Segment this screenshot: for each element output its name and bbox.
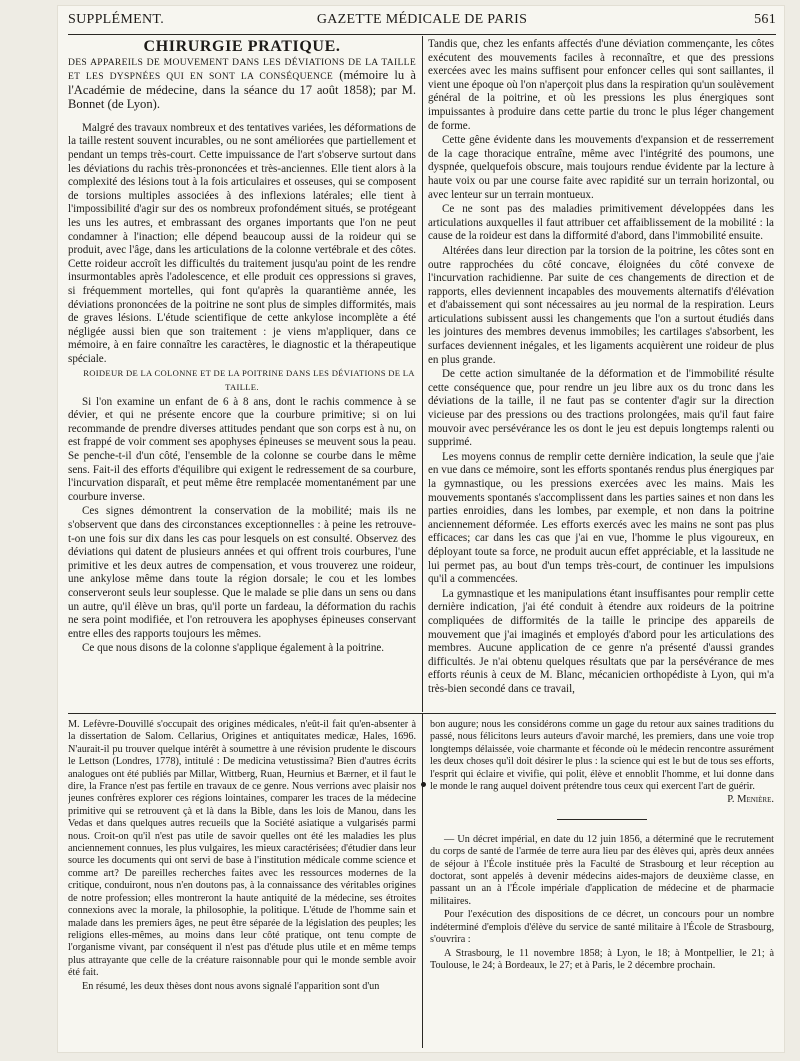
review-signature: P. Menière. bbox=[727, 794, 774, 806]
review-right-column bbox=[430, 719, 774, 1047]
decree-text: — Un décret impérial, en date du 12 juin 1856, a déterminé que le recrutement du corps de santé de l'armée de terre aura lieu par des élèves qui, après deux années de séjour à l'École instituée près la Faculté de Strasbourg et leur réception au doctorat, sont appelés à devenir médecins aides-majors de deuxième classe, en passant un an à l'École impériale d'application de médecine et de pharmacie militaires. bbox=[430, 833, 774, 907]
right-paragraph: Cette gêne évidente dans les mouvements d'expansion et de resserrement de la cage thoracique entraîne, même avec l'intégrité des poumons, une dyspnée, quelquefois obscure, mais toujours rendue évidente par la lecture à haute voix ou par une course faite avec rapidité sur un terrain horizontal, ou avec lenteur sur un terrain montueux. bbox=[428, 134, 774, 201]
bullet-mark bbox=[421, 782, 426, 787]
header-supplement: SUPPLÉMENT. bbox=[68, 12, 164, 27]
left-paragraph: Ces signes démontrent la conservation de la mobilité; mais ils ne s'observent que dans des circonstances exceptionnelles : à peine les retrouve-t-on une fois sur dix dans les cas pour lesquels on est consulté. Observez des déviations qui datent de plusieurs années et qui offrent trois courbures, l'une primitive et les deux autres de compensation, et vous trouverez une roideur, une ankylose même dans toute la région dorsale; le cou et les lombes conserveront seuls leur souplesse. Que le malade se plie dans un sens ou dans un autre, qu'il élève un bras, qu'il porte un fardeau, la déformation du rachis ne sera point modifiée, et l'on retrouvera les apophyses épineuses conservant entre elles des rapports toujours les mêmes. bbox=[68, 505, 416, 640]
right-paragraph: Les moyens connus de remplir cette dernière indication, la seule que j'aie en vue dans ce mémoire, sont les efforts spontanés rendus plus énergiques par la gymnastique, ou les pressions exercées avec les mains. Mais les mouvements spontanés s'accomplissent dans les parties saines et non dans les parties enroidies, dans les lombes, par exemple, et non dans la poitrine anciennement déformée. Les efforts exercés avec les mains ne sont pas plus efficaces; car dans les cas que j'ai en vue, l'homme le plus vigoureux, en déployant toute sa force, ne produit aucun effet appréciable, et la lassitude ne lui permet pas, au bout d'un temps très-court, de continuer les impulsions qu'il a commencées. bbox=[428, 450, 774, 586]
review-text: M. Lefèvre-Douvillé s'occupait des origines médicales, n'eût-il fait qu'en-absenter à la dissertation de Salom. Cellarius, Origines et antiquitates medicæ, Hales, 1696. N'aurait-il pu trouver quelque intérêt à soumettre à une révision prudente le discours le Lettson (Londres, 1778), intitulé : De medicina vetustissima? Bien d'autres écrits analogues ont été publiés par Millar, Wittberg, Ruan, Heurnius et Bærner, et il faut le dire, la France n'est pas fertile en travaux de ce genre. Nous verrions avec plaisir nos jeunes confrères explorer ces régions lointaines, comparer les traces de la médecine primitive qui se retrouvent çà et là dans la Bible, dans les lois de Manou, dans les Vedas et dans quelques autres recueils que la Société asiatique a vulgarisés parmi nous. Croit-on qu'il n'est pas utile de savoir quelles ont été les maladies les plus anciennement connues, les plus vulgaires, les mieux caractérisées; d'étudier dans leur source les documents qui ont servi de base à l'institution médicale comme science et comme art? De pareilles recherches faites avec les ressources modernes de la critique, conduiront, nous n'en doutons pas, à la connaissance des véritables origines de notre profession; elles montreront la haute antiquité de la médecine, ses étroites connexions avec la morale, la philosophie, la politique. L'étude de l'homme sain et malade dans les premiers âges, ne peut être séparée de la législation des peuples; les religions elles-mêmes, au moins dans leur côté pratique, ont tenu compte de l'organisme vivant, par conséquent il n'est pas d'étude plus utile et en même temps plus attrayante que celle de la créature raisonnable pour qui le monde semble avoir été fait. bbox=[68, 719, 416, 979]
right-paragraph: La gymnastique et les manipulations étant insuffisantes pour remplir cette dernière indication, j'ai été conduit à étendre aux roideurs de la poitrine compliquées de difformités de la taille le principe des appareils de mouvement que j'ai imaginés et employés d'abord pour les articulations des membres. Aucune application de ce genre n'a présenté d'aussi grandes difficultés. Je n'ai obtenu quelques résultats que par la persévérance de mes efforts réunis à ceux de M. Blanc, mécanicien orthopédiste à Lyon, qui m'a très-bien secondé dans ce travail, bbox=[428, 587, 774, 695]
right-paragraph: Ce ne sont pas des maladies primitivement développées dans les articulations auxquelles il faut attribuer cet affaiblissement de la mobilité : la cause de la roideur est dans la difformité d'abord, dans l'immobilité ensuite. bbox=[428, 203, 774, 243]
review-left-column bbox=[68, 719, 416, 1047]
column-divider-top bbox=[422, 36, 423, 712]
decree-dates: A Strasbourg, le 11 novembre 1858; à Lyon, le 18; à Montpellier, le 21; à Toulouse, le 24; à Bordeaux, le 27; et à Paris, le 2 décembre prochain. bbox=[430, 947, 774, 971]
article-right-column bbox=[428, 38, 774, 712]
article-left-column bbox=[68, 40, 416, 712]
section-title: CHIRURGIE PRATIQUE. bbox=[143, 40, 341, 55]
article-heading-tail: (mémoire lu à l'Académie de médecine, dans la séance du 17 août 1858); par M. Bonnet (de Lyon). bbox=[68, 68, 416, 111]
right-paragraph: De cette action simultanée de la déformation et de l'immobilité résulte cette conséquence que, pour rendre un jeu libre aux os du tronc dans les déviations de la taille, il ne faut pas se contenter d'agir sur la direction vicieuse par des pressions ou des tractions prolongées, mais qu'il faut faire mouvoir avec persévérance les os dont le jeu est depuis longtemps ralenti ou supprimé. bbox=[428, 368, 774, 449]
article-intro: Malgré des travaux nombreux et des tentatives variées, les déformations de la taille restent souvent incurables, ou ne sont améliorées que partiellement et pendant un temps très-court. Cette impuissance de l'art s'observe surtout dans les déviations du rachis très-prononcées et très-anciennes. Elle tient alors à la complexité des lésions tout à la fois articulaires et osseuses, qui se composent de torsions multiples associées à des inflexions latérales; elle tient à l'impossibilité d'agir sur des os nombreux profondément situés, se protégeant les uns les autres, et embrassant des organes importants que l'on ne peut condamner à l'inaction; elle dépend beaucoup aussi de la roideur qui se produit, avec l'âge, dans les articulations de la colonne vertébrale et des côtes. Cette roideur accroît les difficultés du traitement jusqu'au point de les rendre insurmontables après l'adolescence, et elle produit ces oppressions si graves, si fréquemment mortelles, qui font qu'après la quarantième année, les déviations prononcées de la poitrine ne sont plus de simples difformités, mais de graves lésions. L'étude scientifique de cette ankylose incomplète a été négligée aussi bien que son traitement : je viens m'appliquer, dans ce mémoire, à en faire connaître les caractères, le diagnostic et la thérapeutique spéciale. bbox=[68, 121, 416, 365]
right-paragraph: Tandis que, chez les enfants affectés d'une déviation commençante, les côtes exécutent des mouvements faciles à reconnaître, et que des pressions exercées avec les mains suffisent pour enfoncer celles qui sont saillantes, il vient une époque où l'on n'aperçoit plus dans la respiration qu'un soulèvement général de la poitrine, et où les pressions les plus énergiques sont impuissantes à produire dans cette partie du tronc le plus léger changement de forme. bbox=[428, 38, 774, 132]
decree-text-2: Pour l'exécution des dispositions de ce décret, un concours pour un nombre indéterminé d'emplois d'élève du service de santé militaire à l'École de Strasbourg, s'ouvrira : bbox=[430, 909, 774, 946]
header-page-number: 561 bbox=[754, 12, 776, 27]
newspaper-page bbox=[58, 6, 784, 1052]
left-paragraph: Ce que nous disons de la colonne s'applique également à la poitrine. bbox=[82, 642, 385, 655]
article-heading-caps: DES APPAREILS DE MOUVEMENT DANS LES DÉVIATIONS DE LA TAILLE ET LES DYSPNÉES QUI EN SONT LA CONSÉQUENCE bbox=[68, 56, 416, 83]
header-rule bbox=[68, 34, 776, 35]
right-paragraph: Altérées dans leur direction par la torsion de la poitrine, les côtes sont en outre rapprochées du côté concave, éloignées du côté convexe de l'incurvation rachidienne. Par suite de ces changements de direction et de rapports, elles deviennent incapables des mouvements alternatifs d'élévation et d'abaissement qui sont nécessaires au jeu normal de la respiration. Leurs articulations subissent aussi les changements que l'on a surtout étudiés dans les jointures des membres devenus immobiles; les cartilages s'absorbent, les surfaces deviennent inégales, et les ligaments acquièrent une roideur de plus en plus grande. bbox=[428, 244, 774, 366]
column-divider-bottom bbox=[422, 714, 423, 1048]
page-header bbox=[68, 12, 776, 32]
header-journal-title: GAZETTE MÉDICALE DE PARIS bbox=[316, 12, 528, 27]
review-closing: En résumé, les deux thèses dont nous avons signalé l'apparition sont d'un bbox=[82, 980, 380, 992]
left-paragraph: Si l'on examine un enfant de 6 à 8 ans, dont le rachis commence à se dévier, et qui ne présente encore que la courbure primitive; si on lui recommande de prendre diverses attitudes pendant que son corps est à nu, on est frappé de voir comment ses apophyses épineuses se meuvent sous la peau. Se penche-t-il d'un côté, l'ensemble de la colonne se courbe dans le même sens. Fait-il des efforts d'équilibre qui exigent le redressement de sa courbure, l'incurvation disparaît, et peut même être remplacée momentanément par une courbure inverse. bbox=[68, 395, 416, 503]
separator-rule bbox=[557, 819, 647, 820]
article-heading bbox=[68, 55, 416, 112]
review-continuation: bon augure; nous les considérons comme un gage du retour aux saines traditions du passé, nous félicitons leurs auteurs d'avoir marché, les premiers, dans une voie trop longtemps délaissée, voie charmante et féconde où le médecin rencontre assurément les deux choses qu'il doit désirer le plus : la science qui est le but de tous ses efforts, l'esprit qui éclaire et vivifie, qui polit, élève et ennoblit l'homme, et lui donne dans le monde le rang auquel doivent prétendre tous ceux qui exercent l'art de guérir. bbox=[430, 719, 774, 793]
article-subheading: ROIDEUR DE LA COLONNE ET DE LA POITRINE DANS LES DÉVIATIONS DE LA TAILLE. bbox=[83, 368, 415, 393]
